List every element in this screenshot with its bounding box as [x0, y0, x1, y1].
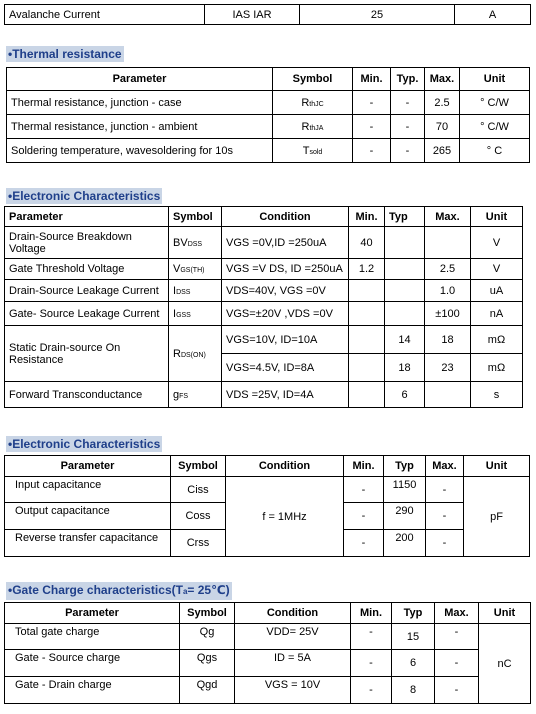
e2-header-parameter: Parameter	[5, 456, 171, 477]
e1-min: 1.2	[349, 259, 385, 280]
e1-symbol: RDS(ON)	[169, 326, 222, 382]
e1-condition: VGS=4.5V, ID=8A	[222, 354, 349, 382]
gate-max: -	[435, 650, 479, 677]
e1-header-symbol: Symbol	[169, 207, 222, 227]
e1-typ	[385, 302, 425, 326]
gate-typ: 8	[392, 677, 435, 704]
gate-param: Gate - Drain charge	[5, 677, 180, 704]
thermal-max: 70	[425, 115, 460, 139]
e1-min: 40	[349, 227, 385, 259]
e1-symbol: IDSS	[169, 280, 222, 302]
e2-max: -	[426, 477, 464, 503]
thermal-typ: -	[391, 115, 425, 139]
e1-min	[349, 354, 385, 382]
e1-condition: VDS =25V, ID=4A	[222, 382, 349, 408]
e1-param: Gate- Source Leakage Current	[5, 302, 169, 326]
avalanche-table	[4, 4, 531, 25]
gate-header-symbol: Symbol	[180, 603, 235, 624]
gate-symbol: Qg	[180, 624, 235, 650]
e1-max: 18	[425, 326, 471, 354]
electronic1-table	[4, 206, 523, 408]
e1-param: Drain-Source Breakdown Voltage	[5, 227, 169, 259]
e2-header-min: Min.	[344, 456, 384, 477]
avalanche-value: 25	[300, 5, 455, 25]
e1-unit: s	[471, 382, 523, 408]
e2-param: Output capacitance	[5, 503, 171, 530]
e2-param: Reverse transfer capacitance	[5, 530, 171, 557]
e2-min: -	[344, 477, 384, 503]
e1-header-min: Min.	[349, 207, 385, 227]
e1-min	[349, 382, 385, 408]
gate-max: -	[435, 624, 479, 650]
e1-param: Drain-Source Leakage Current	[5, 280, 169, 302]
table-row	[5, 382, 523, 408]
gate-header-unit: Unit	[479, 603, 531, 624]
e2-symbol: Coss	[171, 503, 226, 530]
e1-max: 2.5	[425, 259, 471, 280]
thermal-max: 265	[425, 139, 460, 163]
gate-min: -	[351, 677, 392, 704]
e1-header-unit: Unit	[471, 207, 523, 227]
table-row	[7, 139, 530, 163]
e2-min: -	[344, 530, 384, 557]
thermal-symbol: Tsold	[273, 139, 353, 163]
gate-condition: VGS = 10V	[235, 677, 351, 704]
e1-symbol: BVDSS	[169, 227, 222, 259]
e1-unit: V	[471, 227, 523, 259]
e2-header-typ: Typ	[384, 456, 426, 477]
thermal-symbol: RthJC	[273, 91, 353, 115]
thermal-header-min: Min.	[353, 68, 391, 91]
table-row	[5, 677, 531, 704]
gate-param: Gate - Source charge	[5, 650, 180, 677]
gate-min: -	[351, 624, 392, 650]
gate-typ: 15	[392, 624, 435, 650]
table-row	[7, 91, 530, 115]
e1-min	[349, 302, 385, 326]
thermal-min: -	[353, 115, 391, 139]
table-row	[5, 650, 531, 677]
e1-min	[349, 280, 385, 302]
e1-typ	[385, 280, 425, 302]
gate-min: -	[351, 650, 392, 677]
gate-symbol: Qgs	[180, 650, 235, 677]
e2-min: -	[344, 503, 384, 530]
thermal-header-parameter: Parameter	[7, 68, 273, 91]
avalanche-name: Avalanche Current	[5, 5, 205, 25]
thermal-symbol: RthJA	[273, 115, 353, 139]
avalanche-unit: A	[455, 5, 531, 25]
e1-max: 1.0	[425, 280, 471, 302]
e1-unit: uA	[471, 280, 523, 302]
gate-header-typ: Typ	[392, 603, 435, 624]
gate-header-max: Max.	[435, 603, 479, 624]
table-row	[5, 227, 523, 259]
e1-symbol: VGS(TH)	[169, 259, 222, 280]
gate-header-parameter: Parameter	[5, 603, 180, 624]
e1-unit: nA	[471, 302, 523, 326]
e2-header-condition: Condition	[226, 456, 344, 477]
e1-typ: 18	[385, 354, 425, 382]
thermal-header-typ: Typ.	[391, 68, 425, 91]
gate-typ: 6	[392, 650, 435, 677]
table-row	[5, 477, 530, 503]
table-row	[5, 326, 523, 354]
thermal-typ: -	[391, 139, 425, 163]
e1-symbol: IGSS	[169, 302, 222, 326]
e1-unit: mΩ	[471, 354, 523, 382]
avalanche-symbol: IAS IAR	[205, 5, 300, 25]
thermal-typ: -	[391, 91, 425, 115]
e2-typ: 1150	[384, 477, 426, 503]
e1-header-parameter: Parameter	[5, 207, 169, 227]
e1-max	[425, 382, 471, 408]
thermal-max: 2.5	[425, 91, 460, 115]
e2-header-max: Max.	[426, 456, 464, 477]
gate-param: Total gate charge	[5, 624, 180, 650]
thermal-unit: ° C	[460, 139, 530, 163]
thermal-table	[6, 67, 530, 163]
e1-typ: 14	[385, 326, 425, 354]
e2-header-unit: Unit	[464, 456, 530, 477]
e1-condition: VDS=40V, VGS =0V	[222, 280, 349, 302]
e2-typ: 290	[384, 503, 426, 530]
table-row	[7, 115, 530, 139]
table-row	[5, 624, 531, 650]
e2-max: -	[426, 503, 464, 530]
e2-condition: f = 1MHz	[226, 477, 344, 557]
e2-symbol: Crss	[171, 530, 226, 557]
gate-condition: ID = 5A	[235, 650, 351, 677]
e1-header-max: Max.	[425, 207, 471, 227]
e1-condition: VGS =V DS, ID =250uA	[222, 259, 349, 280]
thermal-header-max: Max.	[425, 68, 460, 91]
thermal-param: Thermal resistance, junction - ambient	[7, 115, 273, 139]
e1-max	[425, 227, 471, 259]
e1-max: 23	[425, 354, 471, 382]
e2-typ: 200	[384, 530, 426, 557]
e1-unit: mΩ	[471, 326, 523, 354]
e1-param: Static Drain-source On Resistance	[5, 326, 169, 382]
gate-condition: VDD= 25V	[235, 624, 351, 650]
gate-table	[4, 602, 531, 704]
thermal-heading: •Thermal resistance	[8, 47, 122, 61]
thermal-param: Thermal resistance, junction - case	[7, 91, 273, 115]
e2-param: Input capacitance	[5, 477, 171, 503]
gate-heading: •Gate Charge characteristics(Ta= 25℃)	[6, 582, 232, 600]
e1-param: Gate Threshold Voltage	[5, 259, 169, 280]
e1-typ	[385, 227, 425, 259]
gate-header-condition: Condition	[235, 603, 351, 624]
thermal-header-unit: Unit	[460, 68, 530, 91]
e1-header-typ: Typ	[385, 207, 425, 227]
e1-min	[349, 326, 385, 354]
gate-unit: nC	[479, 624, 531, 704]
e1-symbol: gFS	[169, 382, 222, 408]
thermal-min: -	[353, 139, 391, 163]
e1-condition: VGS=10V, ID=10A	[222, 326, 349, 354]
gate-symbol: Qgd	[180, 677, 235, 704]
e2-header-symbol: Symbol	[171, 456, 226, 477]
table-row	[5, 302, 523, 326]
e1-unit: V	[471, 259, 523, 280]
thermal-param: Soldering temperature, wavesoldering for 10s	[7, 139, 273, 163]
gate-max: -	[435, 677, 479, 704]
electronic1-heading: •Electronic Characteristics	[8, 189, 161, 203]
e1-typ: 6	[385, 382, 425, 408]
electronic2-table	[4, 455, 530, 557]
e2-max: -	[426, 530, 464, 557]
table-row	[5, 280, 523, 302]
e1-condition: VGS =0V,ID =250uA	[222, 227, 349, 259]
e2-symbol: Ciss	[171, 477, 226, 503]
thermal-unit: ° C/W	[460, 91, 530, 115]
e2-unit: pF	[464, 477, 530, 557]
e1-typ	[385, 259, 425, 280]
gate-header-min: Min.	[351, 603, 392, 624]
thermal-unit: ° C/W	[460, 115, 530, 139]
e1-condition: VGS=±20V ,VDS =0V	[222, 302, 349, 326]
e1-param: Forward Transconductance	[5, 382, 169, 408]
e1-max: ±100	[425, 302, 471, 326]
thermal-header-symbol: Symbol	[273, 68, 353, 91]
electronic2-heading: •Electronic Characteristics	[8, 437, 161, 451]
e1-header-condition: Condition	[222, 207, 349, 227]
table-row	[5, 259, 523, 280]
thermal-min: -	[353, 91, 391, 115]
